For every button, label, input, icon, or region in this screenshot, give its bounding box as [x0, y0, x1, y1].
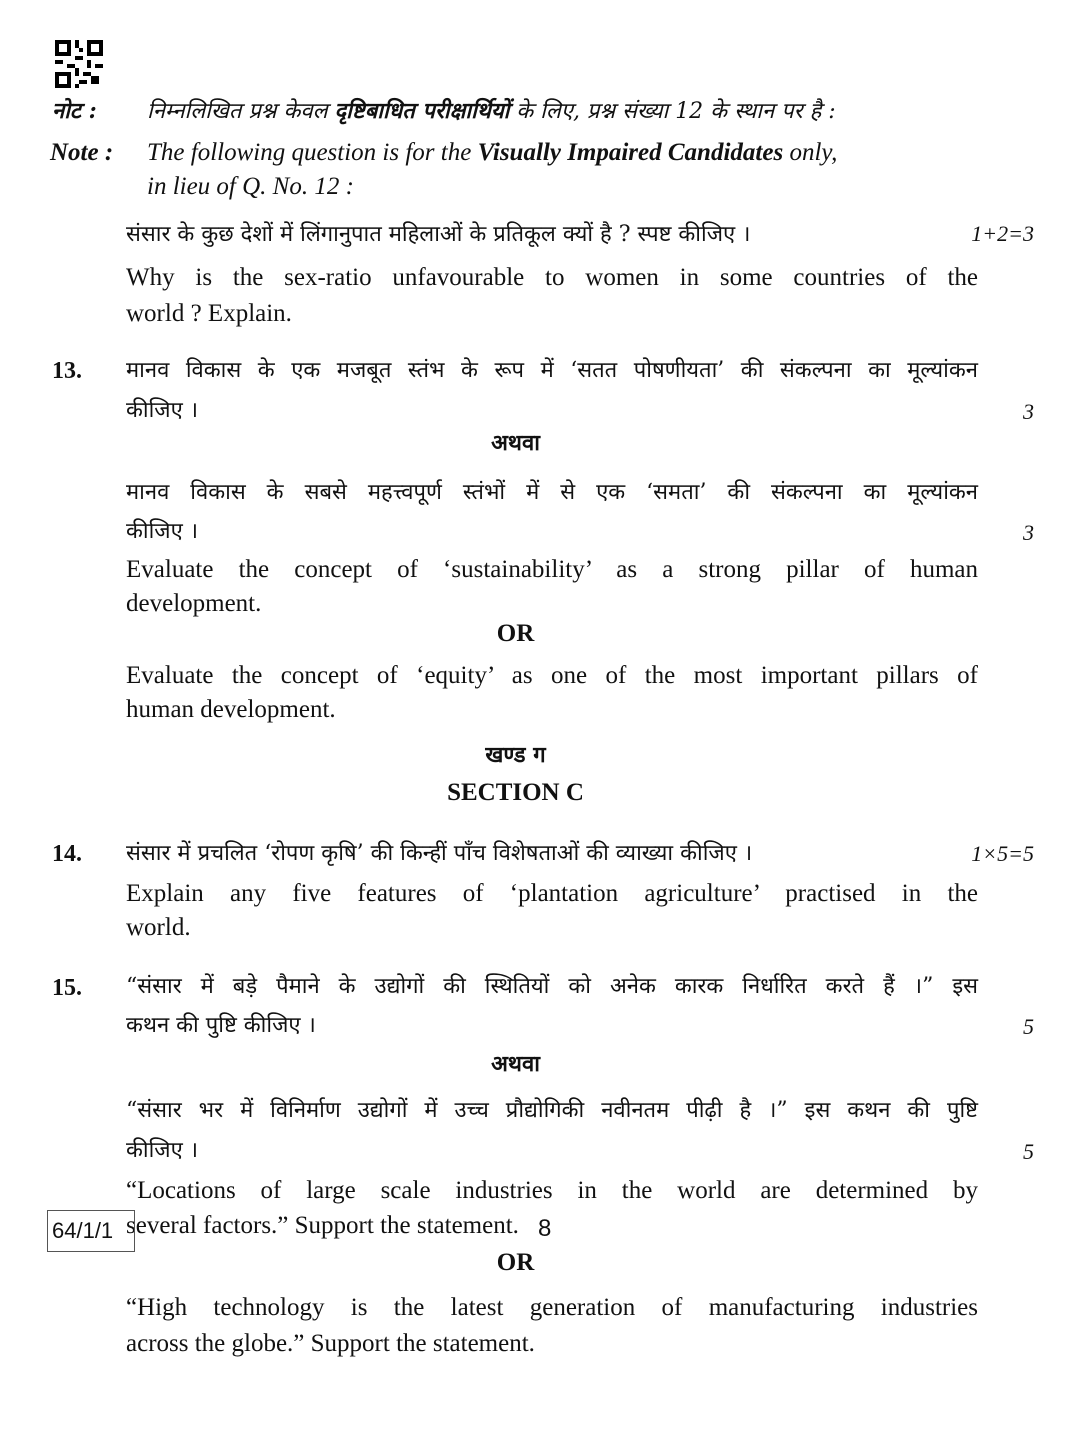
q13-en-line2: development.: [126, 590, 262, 617]
q15-number: 15.: [52, 975, 82, 1001]
q14-hi: संसार में प्रचलित ‘रोपण कृषि’ की किन्हीं पाँच विशेषताओं की व्याख्या कीजिए ।: [126, 841, 753, 866]
q13-hi-line2: कीजिए ।: [126, 398, 199, 423]
note-hi-text: [147, 98, 1047, 125]
note-hi-bold: दृष्टिबाधित परीक्षार्थियों: [334, 98, 510, 124]
q13-alt-hi-line2: कीजिए ।: [126, 519, 199, 544]
q13-number: 13.: [52, 358, 82, 384]
q15-en-line1: “Locations of large scale industries in the world are determined by: [126, 1177, 978, 1204]
note-hi-pre: निम्नलिखित प्रश्न केवल: [147, 99, 335, 124]
note-en-text: [147, 136, 1007, 170]
note-hi-post: के लिए, प्रश्न संख्या 12 के स्थान पर है :: [509, 99, 836, 124]
note-en-label: Note :: [50, 139, 114, 166]
vi-question-en-line1: Why is the sex-ratio unfavourable to women in some countries of the: [126, 264, 978, 291]
paper-code-box: [47, 1210, 135, 1252]
page-number: 8: [538, 1215, 552, 1242]
q13-alt-en-line1: Evaluate the concept of ‘equity’ as one of the most important pillars of: [126, 662, 978, 689]
note-en-line2: in lieu of Q. No. 12 :: [147, 173, 354, 200]
q15-or-hi: अथवा: [491, 1051, 540, 1077]
q13-en-line1: Evaluate the concept of ‘sustainability’ as a strong pillar of human: [126, 556, 978, 583]
q14-number: 14.: [52, 841, 82, 867]
q15-en-line2: several factors.” Support the statement.: [126, 1212, 519, 1239]
paper-code: 64/1/1: [52, 1218, 114, 1243]
vi-question-en-line2: world ? Explain.: [126, 300, 292, 327]
q13-or-hi: अथवा: [491, 430, 540, 456]
q14-marks: 1×5=5: [971, 841, 1034, 866]
q15-marks2: 5: [1023, 1139, 1034, 1164]
q13-alt-en-line2: human development.: [126, 696, 336, 723]
vi-question-hi: संसार के कुछ देशों में लिंगानुपात महिलाओं के प्रतिकूल क्यों है ? स्पष्ट कीजिए ।: [126, 222, 751, 247]
q14-en-line1: Explain any five features of ‘plantation agriculture’ practised in the: [126, 880, 978, 907]
q15-alt-en-line1: “High technology is the latest generation of manufacturing industries: [126, 1294, 978, 1321]
section-hi: खण्ड ग: [485, 742, 546, 768]
q15-alt-hi-line2: कीजिए ।: [126, 1138, 199, 1163]
note-en-pre: The following question is for the: [147, 139, 478, 166]
q13-hi-line1: मानव विकास के एक मजबूत स्तंभ के रूप में ‘सतत पोषणीयता’ की संकल्पना का मूल्यांकन: [126, 358, 978, 383]
section-en: SECTION C: [447, 779, 584, 806]
q15-alt-en-line2: across the globe.” Support the statement.: [126, 1330, 535, 1357]
qr-code-icon: [55, 40, 103, 88]
note-hi-label: नोट :: [52, 98, 97, 124]
q15-alt-hi-line1: “संसार भर में विनिर्माण उद्योगों में उच्च प्रौद्योगिकी नवीनतम पीढ़ी है ।” इस कथन की पुष्टि: [126, 1098, 978, 1123]
note-en-bold: Visually Impaired Candidates: [477, 139, 784, 166]
q13-alt-hi-line1: मानव विकास के सबसे महत्त्वपूर्ण स्तंभों में से एक ‘समता’ की संकल्पना का मूल्यांकन: [126, 480, 978, 505]
q13-marks2: 3: [1023, 520, 1034, 545]
note-en-post: only,: [783, 139, 838, 166]
q13-marks1: 3: [1023, 399, 1034, 424]
q15-marks1: 5: [1023, 1014, 1034, 1039]
q15-hi-line1: “संसार में बड़े पैमाने के उद्योगों की स्थितियों को अनेक कारक निर्धारित करते हैं ।” इस: [126, 974, 978, 999]
q14-en-line2: world.: [126, 914, 191, 941]
q15-hi-line2: कथन की पुष्टि कीजिए ।: [126, 1013, 316, 1038]
q13-or-en: OR: [496, 620, 535, 647]
vi-question-marks: 1+2=3: [971, 221, 1034, 246]
q15-or-en: OR: [496, 1249, 535, 1276]
